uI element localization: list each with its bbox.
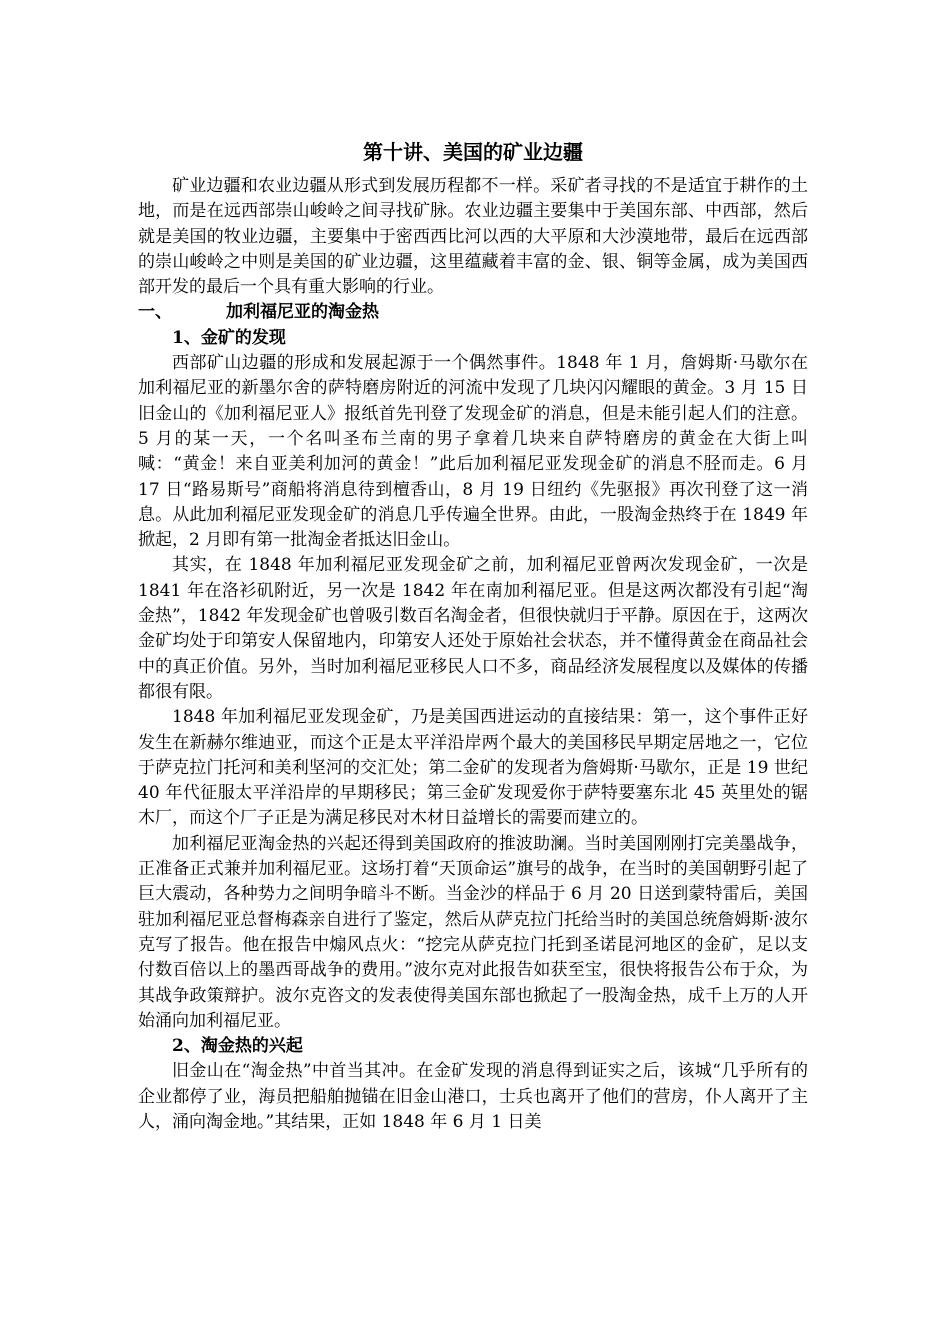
body-paragraph: 旧金山在“淘金热”中首当其冲。在金矿发现的消息得到证实之后，该城“几乎所有的企业都停了业，海员把船舶抛锚在旧金山港口，士兵也离开了他们的营房，仆人离开了主人，涌向淘金地。”其结果，正如 1848 年 6 月 1 日美 bbox=[138, 1061, 808, 1132]
body-paragraph: 西部矿山边疆的形成和发展起源于一个偶然事件。1848 年 1 月，詹姆斯·马歇尔在加利福尼亚的新墨尔舍的萨特磨房附近的河流中发现了几块闪闪耀眼的黄金。3 月 15 日旧金山的《加利福尼亚人》报纸首先刊登了发现金矿的消息，但是未能引起人们的注意。5 月的某一天，一个名叫圣布兰南的男子拿着几块来自萨特磨房的黄金在大街上叫喊：“黄金！来自亚美利加河的黄金！”此后加利福尼亚发现金矿的消息不胫而走。6 月 17 日“路易斯号”商船将消息待到檀香山，8 月 19 日纽约《先驱报》再次刊登了这一消息。从此加利福尼亚发现金矿的消息几乎传遍全世界。由此，一股淘金热终于在 1849 年掀起，2 月即有第一批淘金者抵达旧金山。 bbox=[138, 353, 808, 551]
section-heading bbox=[138, 300, 808, 325]
subsection-heading-1: 1、金矿的发现 bbox=[172, 327, 286, 348]
body-paragraph: 1848 年加利福尼亚发现金矿，乃是美国西进运动的直接结果：第一，这个事件正好发生在新赫尔维迪亚，而这个正是太平洋沿岸两个最大的美国移民早期定居地之一，它位于萨克拉门托河和美利坚河的交汇处；第二金矿的发现者为詹姆斯·马歇尔，正是 19 世纪 40 年代征服太平洋沿岸的早期移民；第三金矿发现爱你于萨特要塞东北 45 英里处的锯木厂，而这个厂子正是为满足移民对木材日益增长的需要而建立的。 bbox=[138, 707, 808, 829]
intro-paragraph: 矿业边疆和农业边疆从形式到发展历程都不一样。采矿者寻找的不是适宜于耕作的土地，而是在远西部崇山峻岭之间寻找矿脉。农业边疆主要集中于美国东部、中西部，然后就是美国的牧业边疆，主要集中于密西西比河以西的大平原和大沙漠地带，最后在远西部的崇山峻岭之中则是美国的矿业边疆，这里蕴藏着丰富的金、银、铜等金属，成为美国西部开发的最后一个具有重大影响的行业。 bbox=[138, 176, 808, 298]
subsection-heading-2: 2、淘金热的兴起 bbox=[172, 1036, 303, 1057]
body-paragraph: 其实，在 1848 年加利福尼亚发现金矿之前，加利福尼亚曾两次发现金矿，一次是 1841 年在洛衫矶附近，另一次是 1842 年在南加利福尼亚。但是这两次都没有引起“淘金热”，1842 年发现金矿也曾吸引数百名淘金者，但很快就归于平静。原因在于，这两次金矿均处于印第安人保留地内，印第安人还处于原始社会状态，并不懂得黄金在商品社会中的真正价值。另外，当时加利福尼亚移民人口不多，商品经济发展程度以及媒体的传播都很有限。 bbox=[138, 555, 808, 702]
body-paragraph: 加利福尼亚淘金热的兴起还得到美国政府的推波助澜。当时美国刚刚打完美墨战争，正准备正式兼并加利福尼亚。这场打着“天顶命运”旗号的战争，在当时的美国朝野引起了巨大震动，各种势力之间明争暗斗不断。当金沙的样品于 6 月 20 日送到蒙特雷后，美国驻加利福尼亚总督梅森亲自进行了鉴定，然后从萨克拉门托给当时的美国总统詹姆斯·波尔克写了报告。他在报告中煽风点火：“挖完从萨克拉门托到圣诺昆河地区的金矿，足以支付数百倍以上的墨西哥战争的费用。”波尔克对此报告如获至宝，很快将报告公布于众，为其战争政策辩护。波尔克咨文的发表使得美国东部也掀起了一股淘金热，成千上万的人开始涌向加利福尼亚。 bbox=[138, 833, 808, 1031]
document-title: 第十讲、美国的矿业边疆 bbox=[363, 140, 583, 164]
section-number: 一、 bbox=[138, 302, 172, 323]
document-page bbox=[138, 138, 808, 1135]
section-title: 加利福尼亚的淘金热 bbox=[226, 302, 379, 323]
